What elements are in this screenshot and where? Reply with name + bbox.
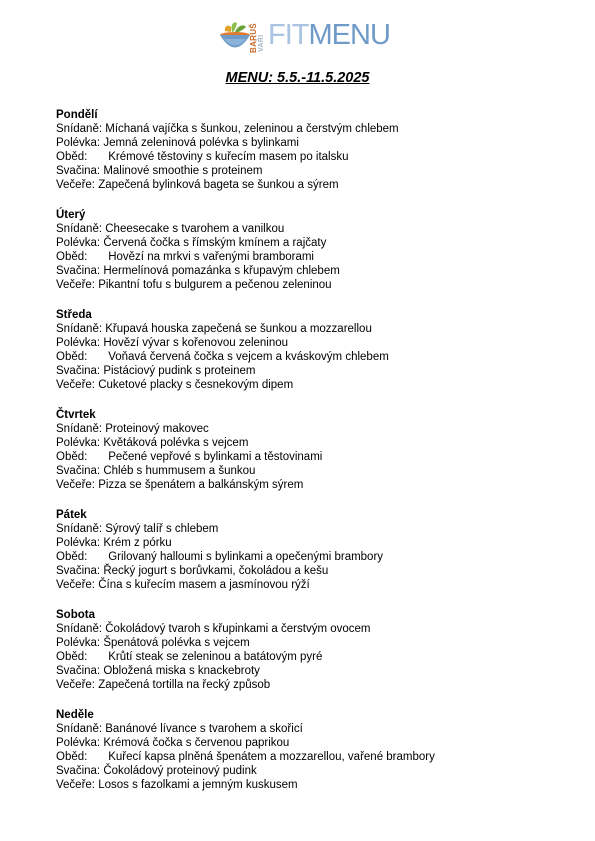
meal-text: Krémové těstoviny s kuřecím masem po italsku bbox=[108, 151, 349, 163]
meal-line bbox=[56, 436, 576, 450]
week-menu bbox=[56, 108, 576, 808]
menu-title: MENU: 5.5.-11.5.2025 bbox=[225, 70, 370, 86]
meal-label: Večeře: bbox=[56, 179, 95, 191]
day-name: Pondělí bbox=[56, 109, 98, 121]
day-section bbox=[56, 108, 576, 192]
meal-line bbox=[56, 222, 576, 236]
meal-label: Večeře: bbox=[56, 679, 95, 691]
meal-text: Míchaná vajíčka s šunkou, zeleninou a čerstvým chlebem bbox=[105, 123, 399, 135]
meal-line bbox=[56, 522, 576, 536]
meal-text: Proteinový makovec bbox=[105, 423, 209, 435]
meal-line bbox=[56, 164, 576, 178]
day-section bbox=[56, 208, 576, 292]
meal-line bbox=[56, 350, 576, 364]
meal-label: Snídaně: bbox=[56, 323, 103, 335]
meal-label: Svačina: bbox=[56, 565, 101, 577]
meal-label: Snídaně: bbox=[56, 523, 103, 535]
meal-text: Čokoládový tvaroh s křupinkami a čerstvým ovocem bbox=[105, 623, 371, 635]
meal-text: Losos s fazolkami a jemným kuskusem bbox=[98, 779, 298, 791]
meal-line bbox=[56, 536, 576, 550]
logo-wordmark-baru: BARUŠ VAŘÍ bbox=[249, 23, 265, 53]
day-name: Sobota bbox=[56, 609, 95, 621]
meal-text: Jemná zeleninová polévka s bylinkami bbox=[103, 137, 299, 149]
meal-label: Večeře: bbox=[56, 779, 95, 791]
meal-label: Polévka: bbox=[56, 737, 101, 749]
meal-line bbox=[56, 736, 576, 750]
meal-label: Svačina: bbox=[56, 265, 101, 277]
meal-label: Oběd: bbox=[56, 751, 88, 763]
meal-label: Polévka: bbox=[56, 437, 101, 449]
meal-label: Oběd: bbox=[56, 151, 88, 163]
meal-text: Květáková polévka s vejcem bbox=[103, 437, 249, 449]
meal-label: Snídaně: bbox=[56, 723, 103, 735]
meal-text: Pistáciový pudink s proteinem bbox=[103, 365, 256, 377]
meal-label: Svačina: bbox=[56, 465, 101, 477]
logo-wordmark-fitmenu: FITMENU bbox=[268, 19, 390, 51]
meal-text: Kuřecí kapsa plněná špenátem a mozzarellou, vařené brambory bbox=[108, 751, 435, 763]
meal-label: Snídaně: bbox=[56, 123, 103, 135]
meal-line bbox=[56, 636, 576, 650]
meal-label: Svačina: bbox=[56, 665, 101, 677]
meal-text: Cheesecake s tvarohem a vanilkou bbox=[105, 223, 285, 235]
meal-line bbox=[56, 778, 576, 792]
meal-text: Zapečená bylinková bageta se šunkou a sýrem bbox=[98, 179, 339, 191]
meal-label: Oběd: bbox=[56, 551, 88, 563]
meal-line bbox=[56, 550, 576, 564]
meal-text: Banánové lívance s tvarohem a skořicí bbox=[105, 723, 303, 735]
meal-label: Večeře: bbox=[56, 379, 95, 391]
meal-text: Hermelínová pomazánka s křupavým chlebem bbox=[103, 265, 340, 277]
meal-line bbox=[56, 564, 576, 578]
day-section bbox=[56, 408, 576, 492]
meal-label: Polévka: bbox=[56, 337, 101, 349]
meal-text: Obložená miska s knackebroty bbox=[103, 665, 260, 677]
meal-line bbox=[56, 750, 576, 764]
meal-line bbox=[56, 478, 576, 492]
day-name: Úterý bbox=[56, 209, 86, 221]
meal-label: Večeře: bbox=[56, 279, 95, 291]
meal-text: Pizza se špenátem a balkánským sýrem bbox=[98, 479, 304, 491]
meal-text: Pečené vepřové s bylinkami a těstovinami bbox=[108, 451, 323, 463]
meal-text: Chléb s hummusem a šunkou bbox=[103, 465, 256, 477]
meal-text: Hovězí vývar s kořenovou zeleninou bbox=[103, 337, 289, 349]
meal-text: Pikantní tofu s bulgurem a pečenou zeleninou bbox=[98, 279, 332, 291]
meal-label: Večeře: bbox=[56, 579, 95, 591]
meal-line bbox=[56, 764, 576, 778]
meal-line bbox=[56, 722, 576, 736]
meal-text: Grilovaný halloumi s bylinkami a opečenými brambory bbox=[108, 551, 384, 563]
meal-label: Svačina: bbox=[56, 165, 101, 177]
meal-line bbox=[56, 336, 576, 350]
meal-text: Čokoládový proteinový pudink bbox=[103, 765, 257, 777]
meal-line bbox=[56, 378, 576, 392]
meal-line bbox=[56, 150, 576, 164]
meal-line bbox=[56, 664, 576, 678]
meal-line bbox=[56, 364, 576, 378]
meal-line bbox=[56, 122, 576, 136]
meal-text: Řecký jogurt s borůvkami, čokoládou a kešu bbox=[103, 565, 329, 577]
meal-line bbox=[56, 650, 576, 664]
meal-text: Sýrový talíř s chlebem bbox=[105, 523, 219, 535]
meal-label: Oběd: bbox=[56, 351, 88, 363]
meal-label: Svačina: bbox=[56, 365, 101, 377]
day-name: Pátek bbox=[56, 509, 87, 521]
meal-label: Snídaně: bbox=[56, 623, 103, 635]
meal-text: Čína s kuřecím masem a jasmínovou rýží bbox=[98, 579, 310, 591]
meal-text: Cuketové placky s česnekovým dipem bbox=[98, 379, 294, 391]
meal-label: Polévka: bbox=[56, 137, 101, 149]
meal-line bbox=[56, 178, 576, 192]
meal-line bbox=[56, 250, 576, 264]
meal-line bbox=[56, 678, 576, 692]
day-name: Neděle bbox=[56, 709, 94, 721]
day-section bbox=[56, 608, 576, 692]
meal-text: Krémová čočka s červenou paprikou bbox=[103, 737, 290, 749]
meal-line bbox=[56, 278, 576, 292]
meal-label: Polévka: bbox=[56, 637, 101, 649]
meal-label: Večeře: bbox=[56, 479, 95, 491]
meal-line bbox=[56, 322, 576, 336]
meal-line bbox=[56, 622, 576, 636]
meal-label: Oběd: bbox=[56, 651, 88, 663]
meal-text: Hovězí na mrkvi s vařenými bramborami bbox=[108, 251, 314, 263]
meal-label: Polévka: bbox=[56, 537, 101, 549]
meal-label: Polévka: bbox=[56, 237, 101, 249]
meal-text: Krém z pórku bbox=[103, 537, 172, 549]
meal-line bbox=[56, 236, 576, 250]
day-name: Čtvrtek bbox=[56, 409, 96, 421]
meal-text: Červená čočka s římským kmínem a rajčaty bbox=[103, 237, 327, 249]
meal-label: Oběd: bbox=[56, 251, 88, 263]
day-section bbox=[56, 708, 576, 792]
day-section bbox=[56, 508, 576, 592]
meal-line bbox=[56, 136, 576, 150]
meal-label: Snídaně: bbox=[56, 223, 103, 235]
day-section bbox=[56, 308, 576, 392]
brand-logo bbox=[218, 19, 390, 60]
meal-text: Krůtí steak se zeleninou a batátovým pyré bbox=[108, 651, 323, 663]
day-name: Středa bbox=[56, 309, 92, 321]
meal-line bbox=[56, 264, 576, 278]
meal-line bbox=[56, 578, 576, 592]
meal-label: Oběd: bbox=[56, 451, 88, 463]
meal-label: Svačina: bbox=[56, 765, 101, 777]
meal-text: Malinové smoothie s proteinem bbox=[103, 165, 263, 177]
meal-text: Voňavá červená čočka s vejcem a kváskovým chlebem bbox=[108, 351, 389, 363]
meal-text: Špenátová polévka s vejcem bbox=[103, 637, 250, 649]
meal-text: Křupavá houska zapečená se šunkou a mozzarellou bbox=[105, 323, 372, 335]
meal-line bbox=[56, 422, 576, 436]
meal-text: Zapečená tortilla na řecký způsob bbox=[98, 679, 271, 691]
meal-label: Snídaně: bbox=[56, 423, 103, 435]
meal-line bbox=[56, 450, 576, 464]
bowl-icon bbox=[218, 20, 252, 56]
meal-line bbox=[56, 464, 576, 478]
